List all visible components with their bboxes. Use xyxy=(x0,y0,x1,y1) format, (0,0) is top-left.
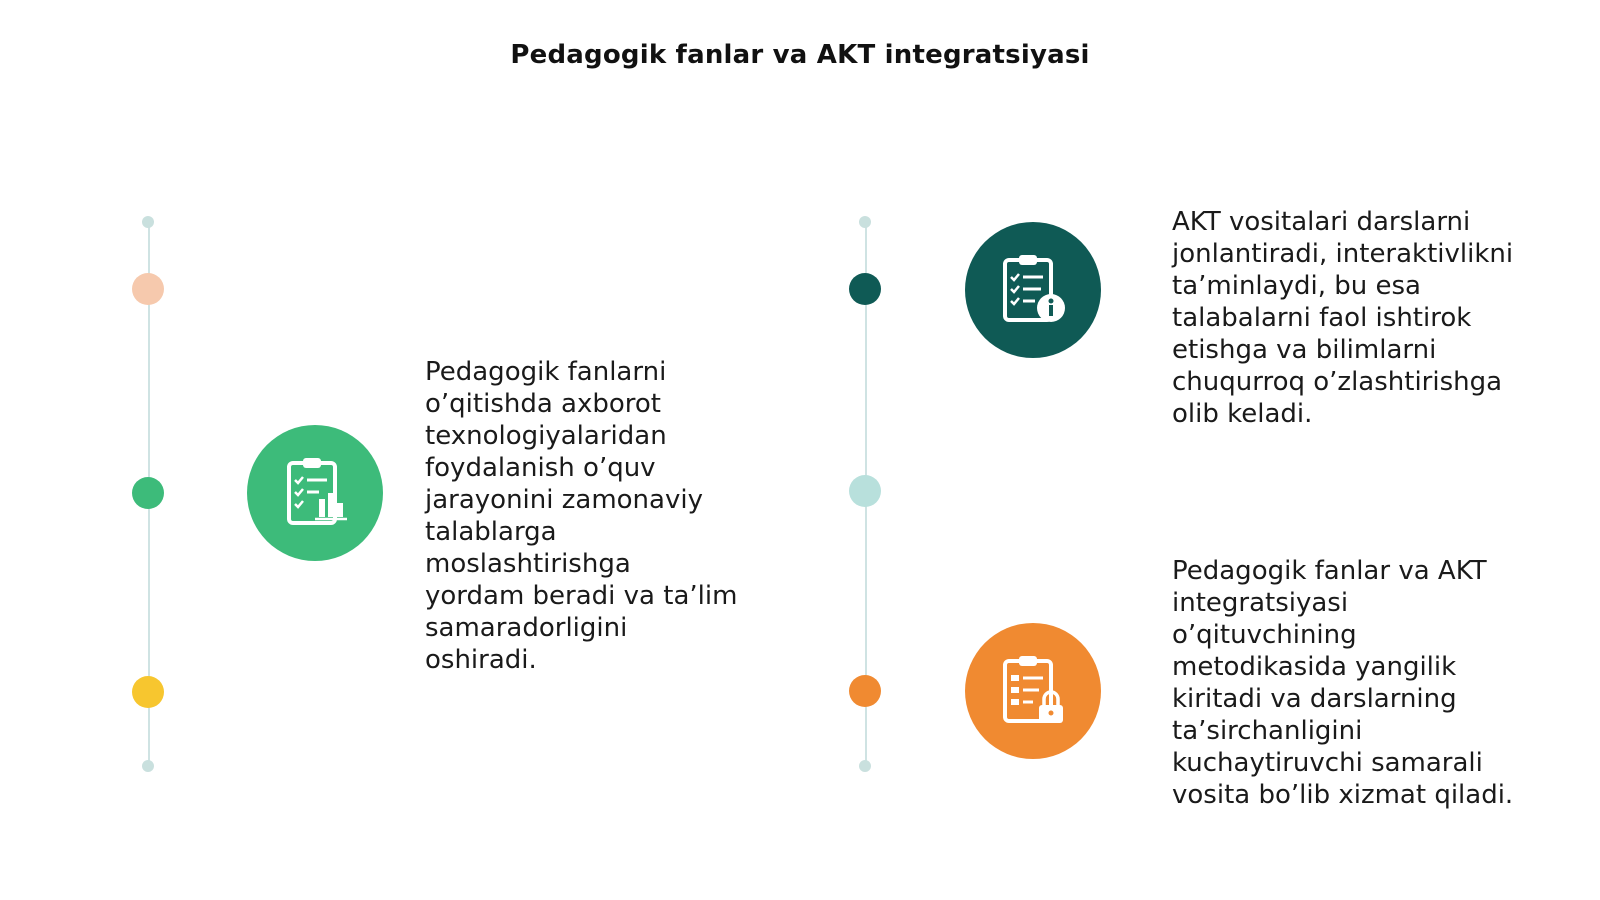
left-yellow-dot xyxy=(132,676,164,708)
left-bottom-end-dot xyxy=(142,760,154,772)
right-teal-dot xyxy=(849,273,881,305)
card-1-text: Pedagogik fanlarni o’qitishda axborot texnologiyalaridan foydalanish o’quv jarayonini zamonaviy talablarga moslashtirishga yordam beradi va ta’lim samaradorligini oshiradi. xyxy=(425,357,738,675)
card-2-text: AKT vositalari darslarni jonlantiradi, interaktivlikni ta’minlaydi, bu esa talabalarni faol ishtirok etishga va bilimlarni chuqurroq o’zlashtirishga olib keladi. xyxy=(1172,207,1514,429)
clipboard-info-icon xyxy=(993,250,1073,330)
left-top-end-dot xyxy=(142,216,154,228)
teal-icon-circle xyxy=(965,222,1101,358)
right-mint-dot xyxy=(849,475,881,507)
green-icon-circle xyxy=(247,425,383,561)
orange-icon-circle xyxy=(965,623,1101,759)
right-orange-dot xyxy=(849,675,881,707)
card-3-text: Pedagogik fanlar va AKT integratsiyasi o’qituvchining metodikasida yangilik kiritadi va darslarning ta’sirchanligini kuchaytiruvchi samarali vosita bo’lib xizmat qiladi. xyxy=(1172,556,1514,810)
left-green-dot xyxy=(132,477,164,509)
clipboard-chart-icon xyxy=(275,453,355,533)
right-bottom-end-dot xyxy=(859,760,871,772)
clipboard-lock-icon xyxy=(993,651,1073,731)
left-peach-dot xyxy=(132,273,164,305)
right-top-end-dot xyxy=(859,216,871,228)
page-title: Pedagogik fanlar va AKT integratsiyasi xyxy=(510,40,1090,70)
